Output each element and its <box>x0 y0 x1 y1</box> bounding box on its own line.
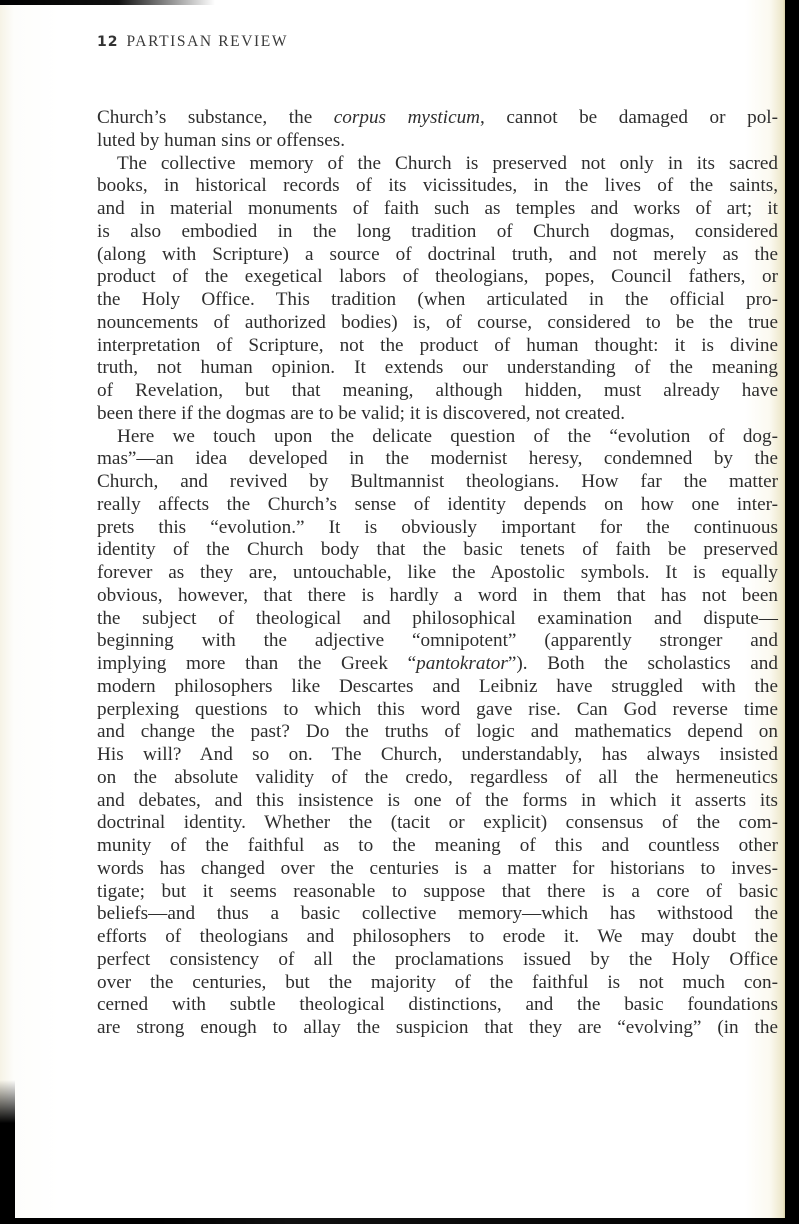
scan-edge-shadow-left <box>0 1080 15 1224</box>
text-line <box>97 858 778 881</box>
text-line <box>97 312 778 335</box>
journal-title: PARTISAN REVIEW <box>126 33 289 50</box>
text-line <box>97 494 778 517</box>
running-head <box>97 33 288 51</box>
text-line <box>97 1017 778 1040</box>
text-line <box>97 335 778 358</box>
text-line <box>97 790 778 813</box>
text-line <box>97 153 778 176</box>
text-segment: been there if the dogmas are to be valid; it is discovered, not created. <box>97 402 625 424</box>
text-segment: beginning with the adjective “omnipotent” (apparently stronger and <box>97 630 778 652</box>
text-line <box>97 812 778 835</box>
text-segment: Here we touch upon the delicate question of the “evolution of dog- <box>117 425 778 447</box>
text-segment: books, in historical records of its vicissitudes, in the lives of the saints, <box>97 175 778 197</box>
text-line <box>97 676 778 699</box>
text-line <box>97 517 778 540</box>
text-segment: interpretation of Scripture, not the product of human thought: it is divine <box>97 334 778 356</box>
paragraph <box>97 153 778 426</box>
text-segment: are strong enough to allay the suspicion that they are “evolving” (in the <box>97 1017 778 1038</box>
text-line <box>97 221 778 244</box>
italic-term: corpus mysticum <box>333 107 481 128</box>
text-line <box>97 380 778 403</box>
text-segment: obvious, however, that there is hardly a word in them that has not been <box>97 584 778 606</box>
text-line <box>97 426 778 449</box>
text-segment: perplexing questions to which this word gave rise. Can God reverse time <box>97 698 778 720</box>
text-segment: The collective memory of the Church is preserved not only in its sacred <box>117 152 778 174</box>
text-line <box>97 403 778 426</box>
text-line <box>97 653 778 676</box>
text-segment: modern philosophers like Descartes and Leibniz have struggled with the <box>97 675 778 697</box>
text-segment: beliefs—and thus a basic collective memory—which has withstood the <box>97 903 778 925</box>
page-number: 12 <box>97 34 119 50</box>
text-segment: perfect consistency of all the proclamations issued by the Holy Office <box>97 948 778 970</box>
body-text <box>97 107 778 1040</box>
text-segment: luted by human sins or offenses. <box>97 129 345 151</box>
text-line <box>97 994 778 1017</box>
text-line <box>97 539 778 562</box>
text-line <box>97 130 778 153</box>
text-line <box>97 926 778 949</box>
text-segment: words has changed over the centuries is a matter for historians to inves- <box>97 857 778 879</box>
text-line <box>97 562 778 585</box>
text-segment: forever as they are, untouchable, like the Apostolic symbols. It is equally <box>97 562 778 583</box>
text-line <box>97 244 778 267</box>
text-segment: nouncements of authorized bodies) is, of course, considered to be the true <box>97 311 778 333</box>
scan-edge-shadow-bottom <box>160 1218 799 1224</box>
text-segment: doctrinal identity. Whether the (tacit or explicit) consensus of the com- <box>97 812 778 834</box>
text-line <box>97 175 778 198</box>
text-segment: tigate; but it seems reasonable to suppose that there is a core of basic <box>97 880 778 902</box>
text-segment: ”). Both the scholastics and <box>507 653 778 674</box>
text-line <box>97 448 778 471</box>
text-line <box>97 835 778 858</box>
text-segment: identity of the Church body that the basic tenets of faith be preserved <box>97 539 778 561</box>
text-segment: and change the past? Do the truths of logic and mathematics depend on <box>97 721 778 743</box>
text-segment: over the centuries, but the majority of the faithful is not much con- <box>97 971 778 993</box>
text-line <box>97 630 778 653</box>
text-line <box>97 744 778 767</box>
text-segment: the subject of theological and philosophical examination and dispute— <box>97 607 778 629</box>
text-segment: the Holy Office. This tradition (when articulated in the official pro- <box>97 289 778 310</box>
text-line <box>97 198 778 221</box>
text-line <box>97 471 778 494</box>
text-segment: of Revelation, but that meaning, although hidden, must already have <box>97 380 778 401</box>
italic-term: pantokrator <box>416 653 508 674</box>
text-segment: on the absolute validity of the credo, regardless of all the hermeneutics <box>97 766 778 788</box>
text-line <box>97 881 778 904</box>
text-segment: and in material monuments of faith such as temples and works of art; it <box>97 198 778 219</box>
text-line <box>97 699 778 722</box>
text-segment: truth, not human opinion. It extends our understanding of the meaning <box>97 357 778 379</box>
text-segment: (along with Scripture) a source of doctrinal truth, and not merely as the <box>97 243 778 265</box>
paragraph <box>97 107 778 153</box>
text-segment: Church, and revived by Bultmannist theologians. How far the matter <box>97 471 778 492</box>
text-line <box>97 903 778 926</box>
text-segment: Church’s substance, the <box>97 107 334 128</box>
text-line <box>97 767 778 790</box>
text-line <box>97 949 778 972</box>
text-line <box>97 107 778 130</box>
text-line <box>97 972 778 995</box>
text-segment: cerned with subtle theological distinctions, and the basic foundations <box>97 994 778 1016</box>
text-line <box>97 585 778 608</box>
text-line <box>97 289 778 312</box>
text-line <box>97 357 778 380</box>
text-segment: prets this “evolution.” It is obviously important for the continuous <box>97 516 778 538</box>
paragraph <box>97 426 778 1040</box>
text-segment: implying more than the Greek “ <box>97 653 417 674</box>
text-segment: His will? And so on. The Church, understandably, has always insisted <box>97 744 778 765</box>
text-segment: product of the exegetical labors of theologians, popes, Council fathers, or <box>97 266 778 288</box>
text-segment: efforts of theologians and philosophers to erode it. We may doubt the <box>97 926 778 947</box>
text-segment: , cannot be damaged or pol- <box>480 107 779 128</box>
text-line <box>97 608 778 631</box>
text-segment: is also embodied in the long tradition of Church dogmas, considered <box>97 220 778 242</box>
scan-edge-shadow-top <box>0 0 215 5</box>
text-line <box>97 266 778 289</box>
text-segment: mas”—an idea developed in the modernist heresy, condemned by the <box>97 448 778 470</box>
text-segment: and debates, and this insistence is one of the forms in which it asserts its <box>97 789 778 811</box>
text-line <box>97 721 778 744</box>
text-segment: really affects the Church’s sense of identity depends on how one inter- <box>97 493 778 515</box>
text-segment: munity of the faithful as to the meaning of this and countless other <box>97 835 778 856</box>
